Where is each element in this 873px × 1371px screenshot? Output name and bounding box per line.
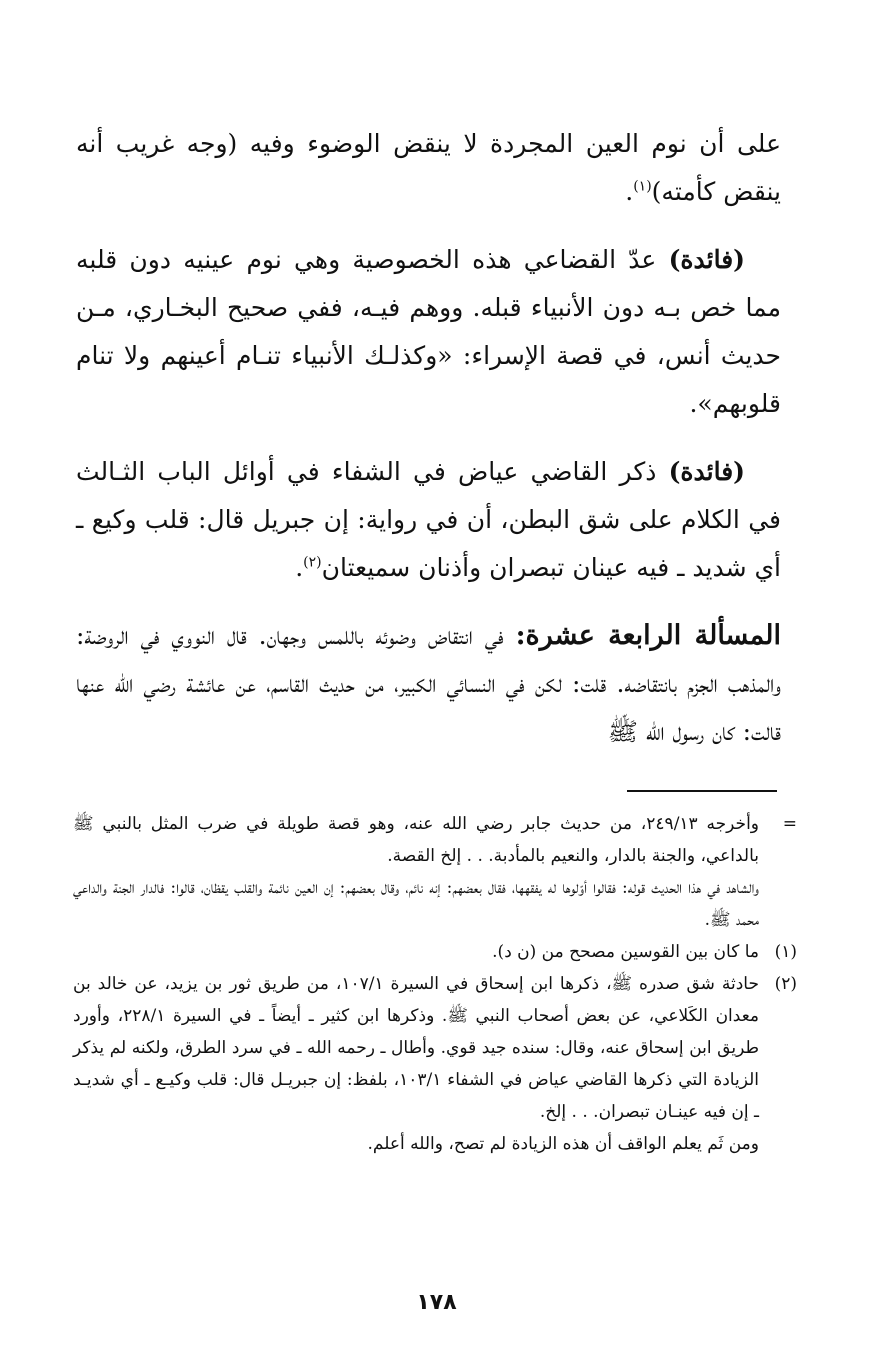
footnote-1-marker: (١) (774, 942, 797, 962)
footnote-1-text: ما كان بين القوسين مصحح من (ن د). (492, 942, 759, 962)
footnote-continuation-line: والشاهد في هذا الحديث قوله: فقالوا أوّلوها له يفقهها، فقال بعضهم: إنه نائم، وقال بعضهم: إن العين نائمة والقلب يقظان، قالوا: فالدار الجنة والداعي محمد ﷺ. (73, 878, 759, 930)
footnote-2-line: حادثة شق صدره ﷺ، ذكرها ابن إسحاق في السيرة ١٠٧/١، من طريق ثور بن يزيد، عن خالد بن معدان الكَلاعي، عن بعض أصحاب النبي ﷺ. وذكرها ابن كثير ـ أيضاً ـ في السيرة ٢٢٨/١، وأورد طريق ابن إسحاق عنه، وقال: سنده جيد قوي. وأطال ـ رحمه الله ـ في سرد الطرق، ولكنه لم يذكر الزيادة التي ذكرها القاضي عياض في الشفاء ١٠٣/١، بلفظ: إن جبريـل قال: قلب وكيـع ـ أي شديـد ـ إن فيه عينـان تبصران. . . إلخ. (73, 974, 760, 1122)
paragraph-2-text: عدّ القضاعي هذه الخصوصية وهي نوم عينيه دون قلبه مما خص بـه دون الأنبياء قبله. ووهم فيـه، ففي صحيح البخـاري، مـن حديث أنس، في قصة الإسراء: «وكذلـك الأنبياء تنـام أعينهم ولا تنام قلوبهم». (76, 245, 781, 418)
paragraph-2 (76, 236, 781, 428)
paragraph-4-text: في انتقاض وضوئه باللمس وجهان. قال النووي في الروضة: والمذهب الجزم بانتقاضه. قلت: لكن في النسائي الكبير، من حديث القاسم، عن عائشة رضي الله عنها قالت: كان رسول الله ﷺ (76, 621, 781, 746)
paragraph-1 (76, 120, 781, 216)
footnote-continuation-body (73, 808, 759, 936)
footnote-1 (73, 936, 797, 968)
faida-label-1: (فائدة) (668, 245, 745, 274)
footnote-2-line: ومن ثَم يعلم الواقف أن هذه الزيادة لم تصح، والله أعلم. (367, 1134, 759, 1154)
faida-label-2: (فائدة) (668, 457, 745, 486)
paragraph-3 (76, 448, 781, 592)
paragraph-3-end: . (295, 553, 304, 582)
footnote-continuation (73, 808, 797, 936)
page-number: ١٧٨ (416, 1290, 457, 1315)
main-text (76, 120, 781, 776)
footnote-ref-2: (٢) (303, 554, 322, 571)
footnote-2-marker: (٢) (774, 974, 797, 994)
footnote-1-body (73, 936, 759, 968)
footnote-separator (627, 790, 777, 792)
footnote-ref-1: (١) (633, 178, 652, 195)
footnote-2 (73, 968, 797, 1160)
footnotes (73, 808, 797, 1160)
footnote-2-body (73, 968, 759, 1160)
paragraph-3-text: ذكر القاضي عياض في الشفاء في أوائل الباب الثـالث في الكلام على شق البطن، أن في رواية: إن جبريل قال: قلب وكيع ـ أي شديد ـ فيه عينان تبصران وأذنان سميعتان (76, 457, 781, 582)
paragraph-1-text: على أن نوم العين المجردة لا ينقض الوضوء وفيه (وجه غريب أنه ينقض كأمته) (76, 129, 781, 206)
footnote-continuation-line: وأخرجه ٢٤٩/١٣، من حديث جابر رضي الله عنه، وهو قصة طويلة في ضرب المثل بالنبي ﷺ بالداعي، والجنة بالدار، والنعيم بالمأدبة. . . إلخ القصة. (73, 814, 759, 866)
issue-heading: المسألة الرابعة عشرة: (515, 620, 781, 651)
paragraph-1-end: . (625, 177, 634, 206)
footnote-continuation-marker: = (782, 814, 797, 834)
paragraph-4 (76, 612, 781, 756)
